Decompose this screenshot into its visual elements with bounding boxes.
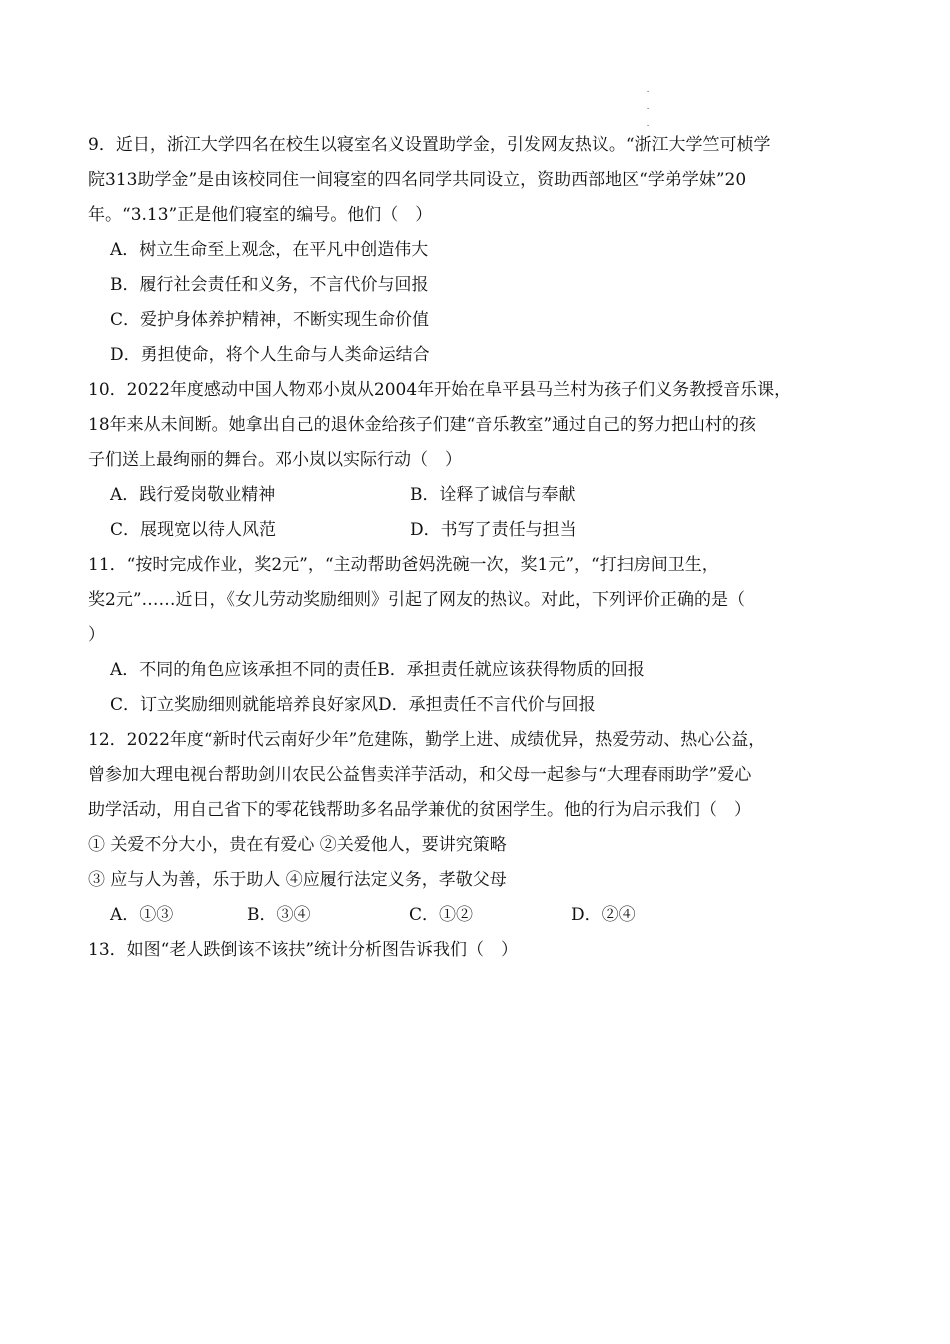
question-9-stem-line: 年。“3.13”正是他们寝室的编号。他们（ ） [88,205,433,225]
dot: . [646,102,650,112]
question-12-option-a: A．①③ [110,905,174,925]
question-12-statements: ① 关爱不分大小，贵在有爱心 ②关爱他人，要讲究策略 [88,835,507,855]
dot: . [646,119,650,129]
question-9-stem-line: 9．近日，浙江大学四名在校生以寝室名义设置助学金，引发网友热议。“浙江大学竺可桢学 [88,135,771,155]
question-9-option-a: A．树立生命至上观念，在平凡中创造伟大 [110,240,429,260]
question-11-stem-line: 奖2元”……近日，《女儿劳动奖励细则》引起了网友的热议。对此，下列评价正确的是（ [88,590,746,610]
question-12-statements: ③ 应与人为善，乐于助人 ④应履行法定义务，孝敬父母 [88,870,507,890]
header-dots [644,82,652,133]
dot: . [646,85,650,95]
question-10-stem-line: 18年来从未间断。她拿出自己的退休金给孩子们建“音乐教室”通过自己的努力把山村的孩 [88,415,757,435]
question-10-option-a: A．践行爱岗敬业精神 [110,485,276,505]
question-12 [88,723,868,933]
question-10-option-b: B．诠释了诚信与奉献 [410,485,576,505]
question-11 [88,548,868,723]
question-9-stem-line: 院313助学金”是由该校同住一间寝室的四名同学共同设立，资助西部地区“学弟学妹”20 [88,170,747,190]
question-12-options-row [88,898,868,933]
question-10-option-c: C．展现宽以待人风范 [110,520,277,540]
question-11-options-ab: A．不同的角色应该承担不同的责任B．承担责任就应该获得物质的回报 [110,660,645,680]
question-11-options-cd: C．订立奖励细则就能培养良好家风D．承担责任不言代价与回报 [110,695,596,715]
question-10-stem-line: 子们送上最绚丽的舞台。邓小岚以实际行动（ ） [88,450,462,470]
question-12-stem-line: 曾参加大理电视台帮助剑川农民公益售卖洋芋活动，和父母一起参与“大理春雨助学”爱心 [88,765,752,785]
question-11-stem-line: ） [88,625,105,645]
question-10-options-row [88,478,868,513]
question-10-option-d: D．书写了责任与担当 [410,520,577,540]
question-11-stem-line: 11．“按时完成作业，奖2元”，“主动帮助爸妈洗碗一次，奖1元”，“打扫房间卫生， [88,555,719,575]
question-12-option-b: B．③④ [247,905,311,925]
question-9 [88,128,868,373]
question-10-stem-line: 10．2022年度感动中国人物邓小岚从2004年开始在阜平县马兰村为孩子们义务教授音乐课， [88,380,792,400]
questions [88,128,868,968]
question-13-stem-line: 13．如图“老人跌倒该不该扶”统计分析图告诉我们（ ） [88,940,519,960]
question-9-option-d: D．勇担使命，将个人生命与人类命运结合 [110,345,430,365]
question-10 [88,373,868,548]
question-12-option-d: D．②④ [571,905,636,925]
question-9-option-b: B．履行社会责任和义务，不言代价与回报 [110,275,429,295]
question-12-option-c: C．①② [409,905,474,925]
question-13 [88,933,868,968]
question-12-stem-line: 12．2022年度“新时代云南好少年”危建陈，勤学上进、成绩优异，热爱劳动、热心公益， [88,730,766,750]
question-12-stem-line: 助学活动，用自己省下的零花钱帮助多名品学兼优的贫困学生。他的行为启示我们（ ） [88,800,751,820]
question-10-options-row [88,513,868,548]
question-9-option-c: C．爱护身体养护精神，不断实现生命价值 [110,310,430,330]
